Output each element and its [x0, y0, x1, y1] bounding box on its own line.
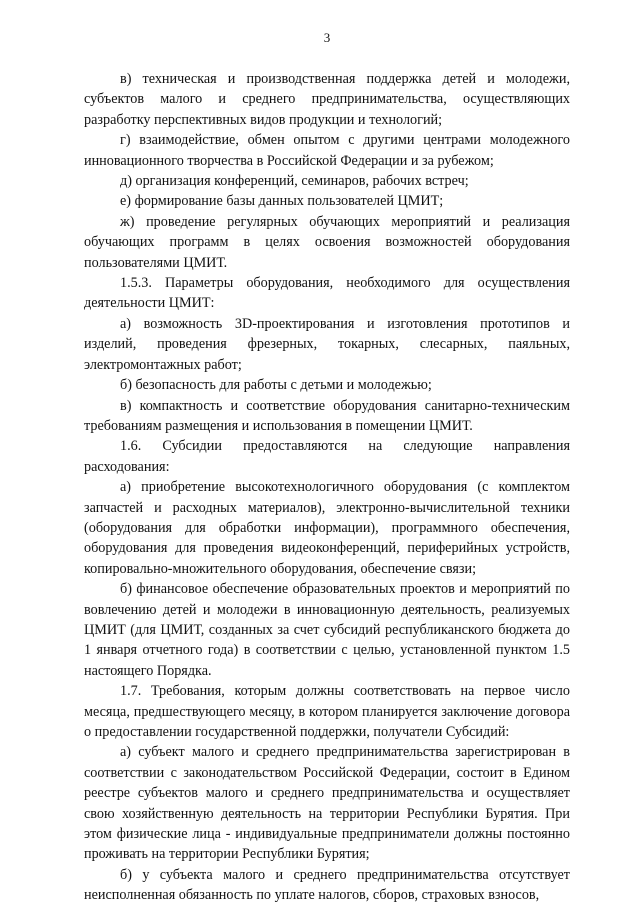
paragraph-3: д) организация конференций, семинаров, рабочих встреч; — [120, 173, 469, 190]
paragraph-14: а) субъект малого и среднего предпринимательства зарегистрирован в соответствии с законодательством Российской Федерации, состоит в Едином реестре субъектов малого и среднего предпринимательства и осуществляет свою хозяйственную деятельность на территории Республики Бурятия. При этом физические лица - индивидуальные предприниматели должны постоянно проживать на территории Республики Бурятия; — [84, 744, 570, 863]
paragraph-8: б) безопасность для работы с детьми и молодежью; — [120, 377, 432, 394]
paragraph-9: в) компактность и соответствие оборудования санитарно-техническим требованиям размещения и использования в помещении ЦМИТ. — [84, 397, 570, 434]
paragraph-5: ж) проведение регулярных обучающих мероприятий и реализация обучающих программ в целях освоения возможностей оборудования пользователями ЦМИТ. — [84, 213, 570, 271]
paragraph-11: а) приобретение высокотехнологичного оборудования (с комплектом запчастей и расходных материалов), электронно-вычислительной техники (оборудования для обработки информации), программного обеспечения, оборудования для проведения видеоконференций, периферийных устройств, копировально-множительного оборудования, обеспечение связи; — [84, 479, 570, 577]
paragraph-6: 1.5.3. Параметры оборудования, необходимого для осуществления деятельности ЦМИТ: — [84, 275, 570, 312]
document-body — [84, 69, 570, 906]
paragraph-2: г) взаимодействие, обмен опытом с другими центрами молодежного инновационного творчества в Российской Федерации и за рубежом; — [84, 132, 570, 169]
paragraph-1: в) техническая и производственная поддержка детей и молодежи, субъектов малого и среднего предпринимательства, осуществляющих разработку перспективных видов продукции и технологий; — [84, 71, 570, 128]
paragraph-15: б) у субъекта малого и среднего предпринимательства отсутствует неисполненная обязанность по уплате налогов, сборов, страховых взносов, — [84, 866, 570, 904]
paragraph-4: е) формирование базы данных пользователей ЦМИТ; — [120, 193, 444, 210]
paragraph-10: 1.6. Субсидии предоставляются на следующие направления расходования: — [84, 438, 570, 475]
page-number: 3 — [323, 30, 331, 45]
paragraph-12: б) финансовое обеспечение образовательных проектов и мероприятий по вовлечению детей и молодежи в инновационную деятельность, реализуемых ЦМИТ (для ЦМИТ, созданных за счет субсидий республиканского бюджета до 1 января отчетного года) в соответствии с целью, установленной пунктом 1.5 настоящего Порядка. — [84, 581, 570, 679]
paragraph-7: а) возможность 3D-проектирования и изготовления прототипов и изделий, проведения фрезерных, токарных, слесарных, паяльных, электромонтажных работ; — [84, 315, 570, 373]
paragraph-13: 1.7. Требования, которым должны соответствовать на первое число месяца, предшествующего месяцу, в котором планируется заключение договора о предоставлении государственной поддержки, получатели Субсидий: — [84, 683, 570, 740]
